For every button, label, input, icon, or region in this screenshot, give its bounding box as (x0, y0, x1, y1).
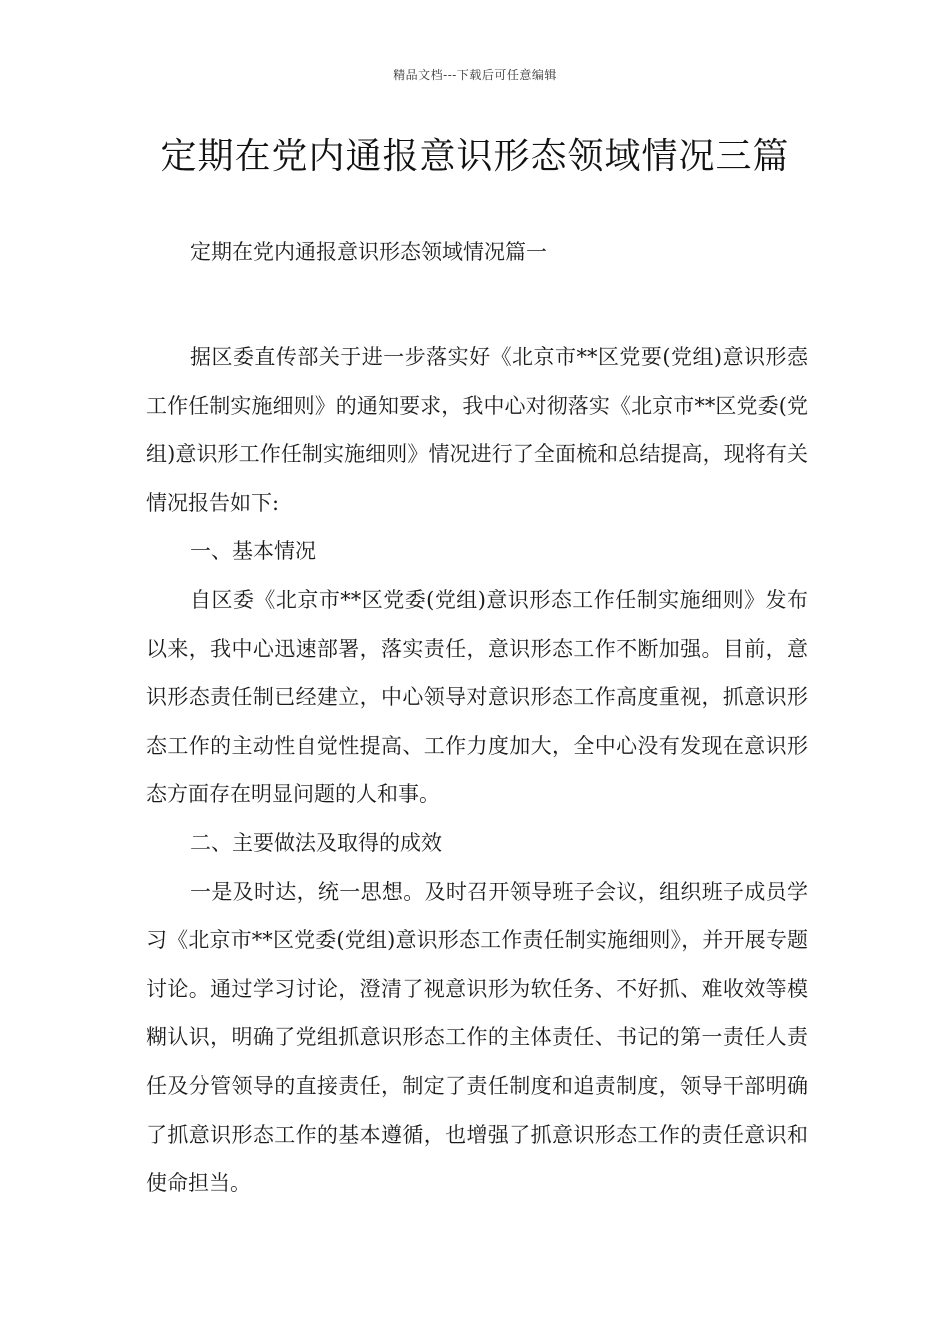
paragraph-main-practices: 一是及时达，统一思想。及时召开领导班子会议，组织班子成员学习《北京市**区党委(党组)意识形态工作责任制实施细则》，并开展专题讨论。通过学习讨论，澄清了视意识形为软任务、不好抓、难收效等模糊认识，明确了党组抓意识形态工作的主体责任、书记的第一责任人责任及分管领导的直接责任，制定了责任制度和追责制度，领导干部明确了抓意识形态工作的基本遵循，也增强了抓意识形态工作的责任意识和使命担当。 (146, 879, 808, 1196)
paragraph-basic-situation: 自区委《北京市**区党委(党组)意识形态工作任制实施细则》发布以来，我中心迅速部署，落实责任，意识形态工作不断加强。目前，意识形态责任制已经建立，中心领导对意识形态工作高度重视，抓意识形态工作的主动性自觉性提高、工作力度加大，全中心没有发现在意识形态方面存在明显问题的人和事。 (146, 587, 808, 807)
header-note: 精品文档---下载后可任意编辑 (393, 68, 557, 82)
heading-basic-situation: 一、基本情况 (190, 539, 316, 564)
paragraph-intro: 据区委直传部关于进一步落实好《北京市**区党要(党组)意识形悫工作任制实施细则》的通知要求，我中心对彻落实《北京市**区党委(党组)意识形工作任制实施细则》情况进行了全面梳和总结提高，现将有关情况报告如下: (146, 345, 808, 515)
section-subtitle: 定期在党内通报意识形态领域情况篇一 (190, 240, 547, 264)
document-body (146, 333, 808, 1208)
document-title: 定期在党内通报意识形态领域情况三篇 (160, 136, 790, 177)
heading-main-practices: 二、主要做法及取得的成效 (190, 830, 442, 855)
